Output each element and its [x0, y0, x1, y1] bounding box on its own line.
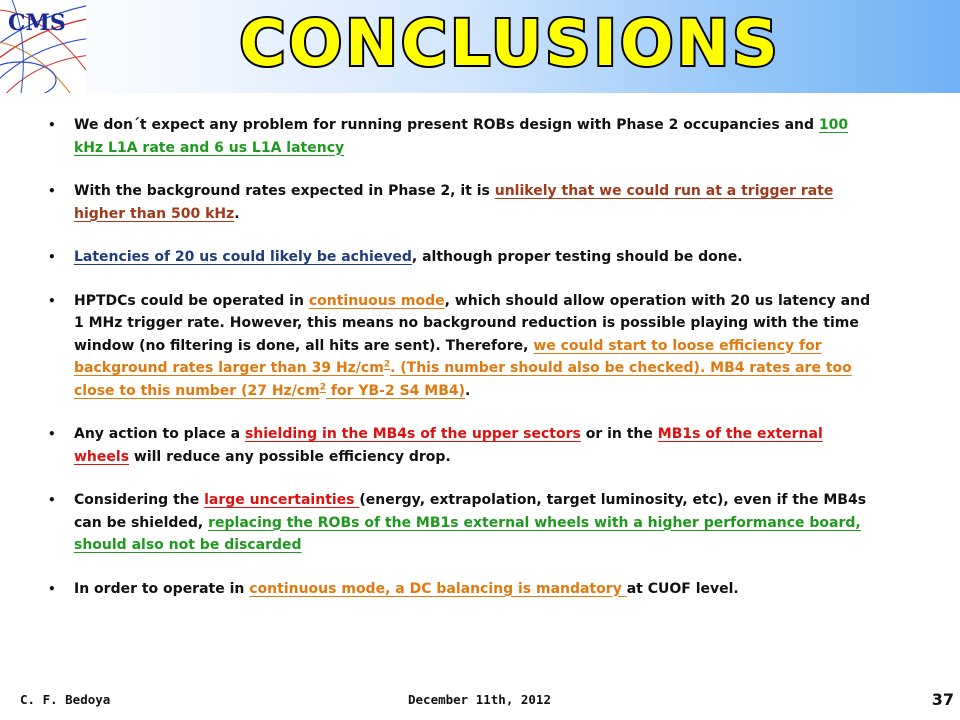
bullet-text: (energy, extrapolation, target luminosity, etc), even if the MB4s can be shielded,	[74, 492, 867, 531]
bullet-text: .	[465, 382, 471, 399]
bullet-dot-icon: •	[48, 250, 56, 264]
bullet-item	[44, 489, 874, 557]
highlighted-text: for YB-2 S4 MB4)	[325, 382, 466, 399]
highlighted-text: continuous mode, a DC balancing is mandatory	[249, 580, 627, 597]
bullet-text: With the background rates expected in Phase 2, it is	[74, 183, 495, 199]
page-number: 37	[931, 690, 954, 709]
footer-date: December 11th, 2012	[408, 692, 551, 707]
bullet-text: , although proper testing should be done.	[411, 249, 743, 265]
highlighted-text: shielding in the MB4s of the upper sectors	[244, 426, 581, 442]
bullet-dot-icon: •	[48, 118, 56, 132]
bullet-item	[44, 246, 874, 269]
highlighted-text: 2	[383, 359, 391, 370]
highlighted-text: we could start to loose efficiency for background rates larger than 39 Hz/cm	[74, 337, 822, 376]
bullet-text: .	[234, 205, 240, 222]
bullet-text: In order to operate in	[74, 580, 250, 597]
highlighted-text: large uncertainties	[204, 492, 360, 508]
bullet-text: HPTDCs could be operated in	[74, 292, 309, 309]
bullet-item	[44, 423, 874, 468]
highlighted-text: Latencies of 20 us could likely be achieved	[74, 249, 412, 265]
bullet-item	[44, 180, 874, 225]
logo-text: CMS	[8, 10, 66, 36]
bullet-item	[44, 290, 874, 403]
bullet-item	[44, 578, 874, 601]
slide-title: CONCLUSIONS	[239, 7, 781, 80]
highlighted-text: 2	[319, 381, 326, 392]
highlighted-text: 100 kHz L1A rate and 6 us L1A latency	[74, 117, 849, 156]
bullet-dot-icon: •	[48, 427, 56, 441]
bullet-dot-icon: •	[48, 293, 56, 308]
bullet-text: or in the	[580, 426, 658, 442]
bullet-dot-icon: •	[48, 493, 56, 507]
bullet-item	[44, 114, 874, 159]
highlighted-text: replacing the ROBs of the MB1s external wheels with a higher performance board, should also not be discarded	[74, 514, 861, 553]
bullet-text: Any action to place a	[74, 426, 245, 442]
bullet-text: at CUOF level.	[626, 580, 739, 597]
highlighted-text: MB1s of the external wheels	[74, 426, 823, 465]
bullet-list	[44, 114, 874, 600]
bullet-text: will reduce any possible efficiency drop.	[129, 448, 451, 465]
bullet-text: Considering the	[74, 492, 205, 508]
highlighted-text: unlikely that we could run at a trigger rate higher than 500 kHz	[74, 183, 834, 222]
bullet-text: We don´t expect any problem for running present ROBs design with Phase 2 occupancies and	[74, 117, 819, 133]
bullet-text: , which should allow operation with 20 us latency and 1 MHz trigger rate. However, this means no background reduction is possible playing with the time window (no filtering is done, all hits are sent). Therefore,	[74, 292, 871, 354]
footer-author: C. F. Bedoya	[20, 692, 111, 707]
highlighted-text: continuous mode	[308, 292, 445, 309]
title-banner	[0, 0, 960, 93]
bullet-dot-icon: •	[48, 184, 56, 198]
highlighted-text: . (This number should also be checked). MB4 rates are too close to this number (27 Hz/cm	[74, 360, 852, 399]
bullet-dot-icon: •	[48, 581, 56, 596]
